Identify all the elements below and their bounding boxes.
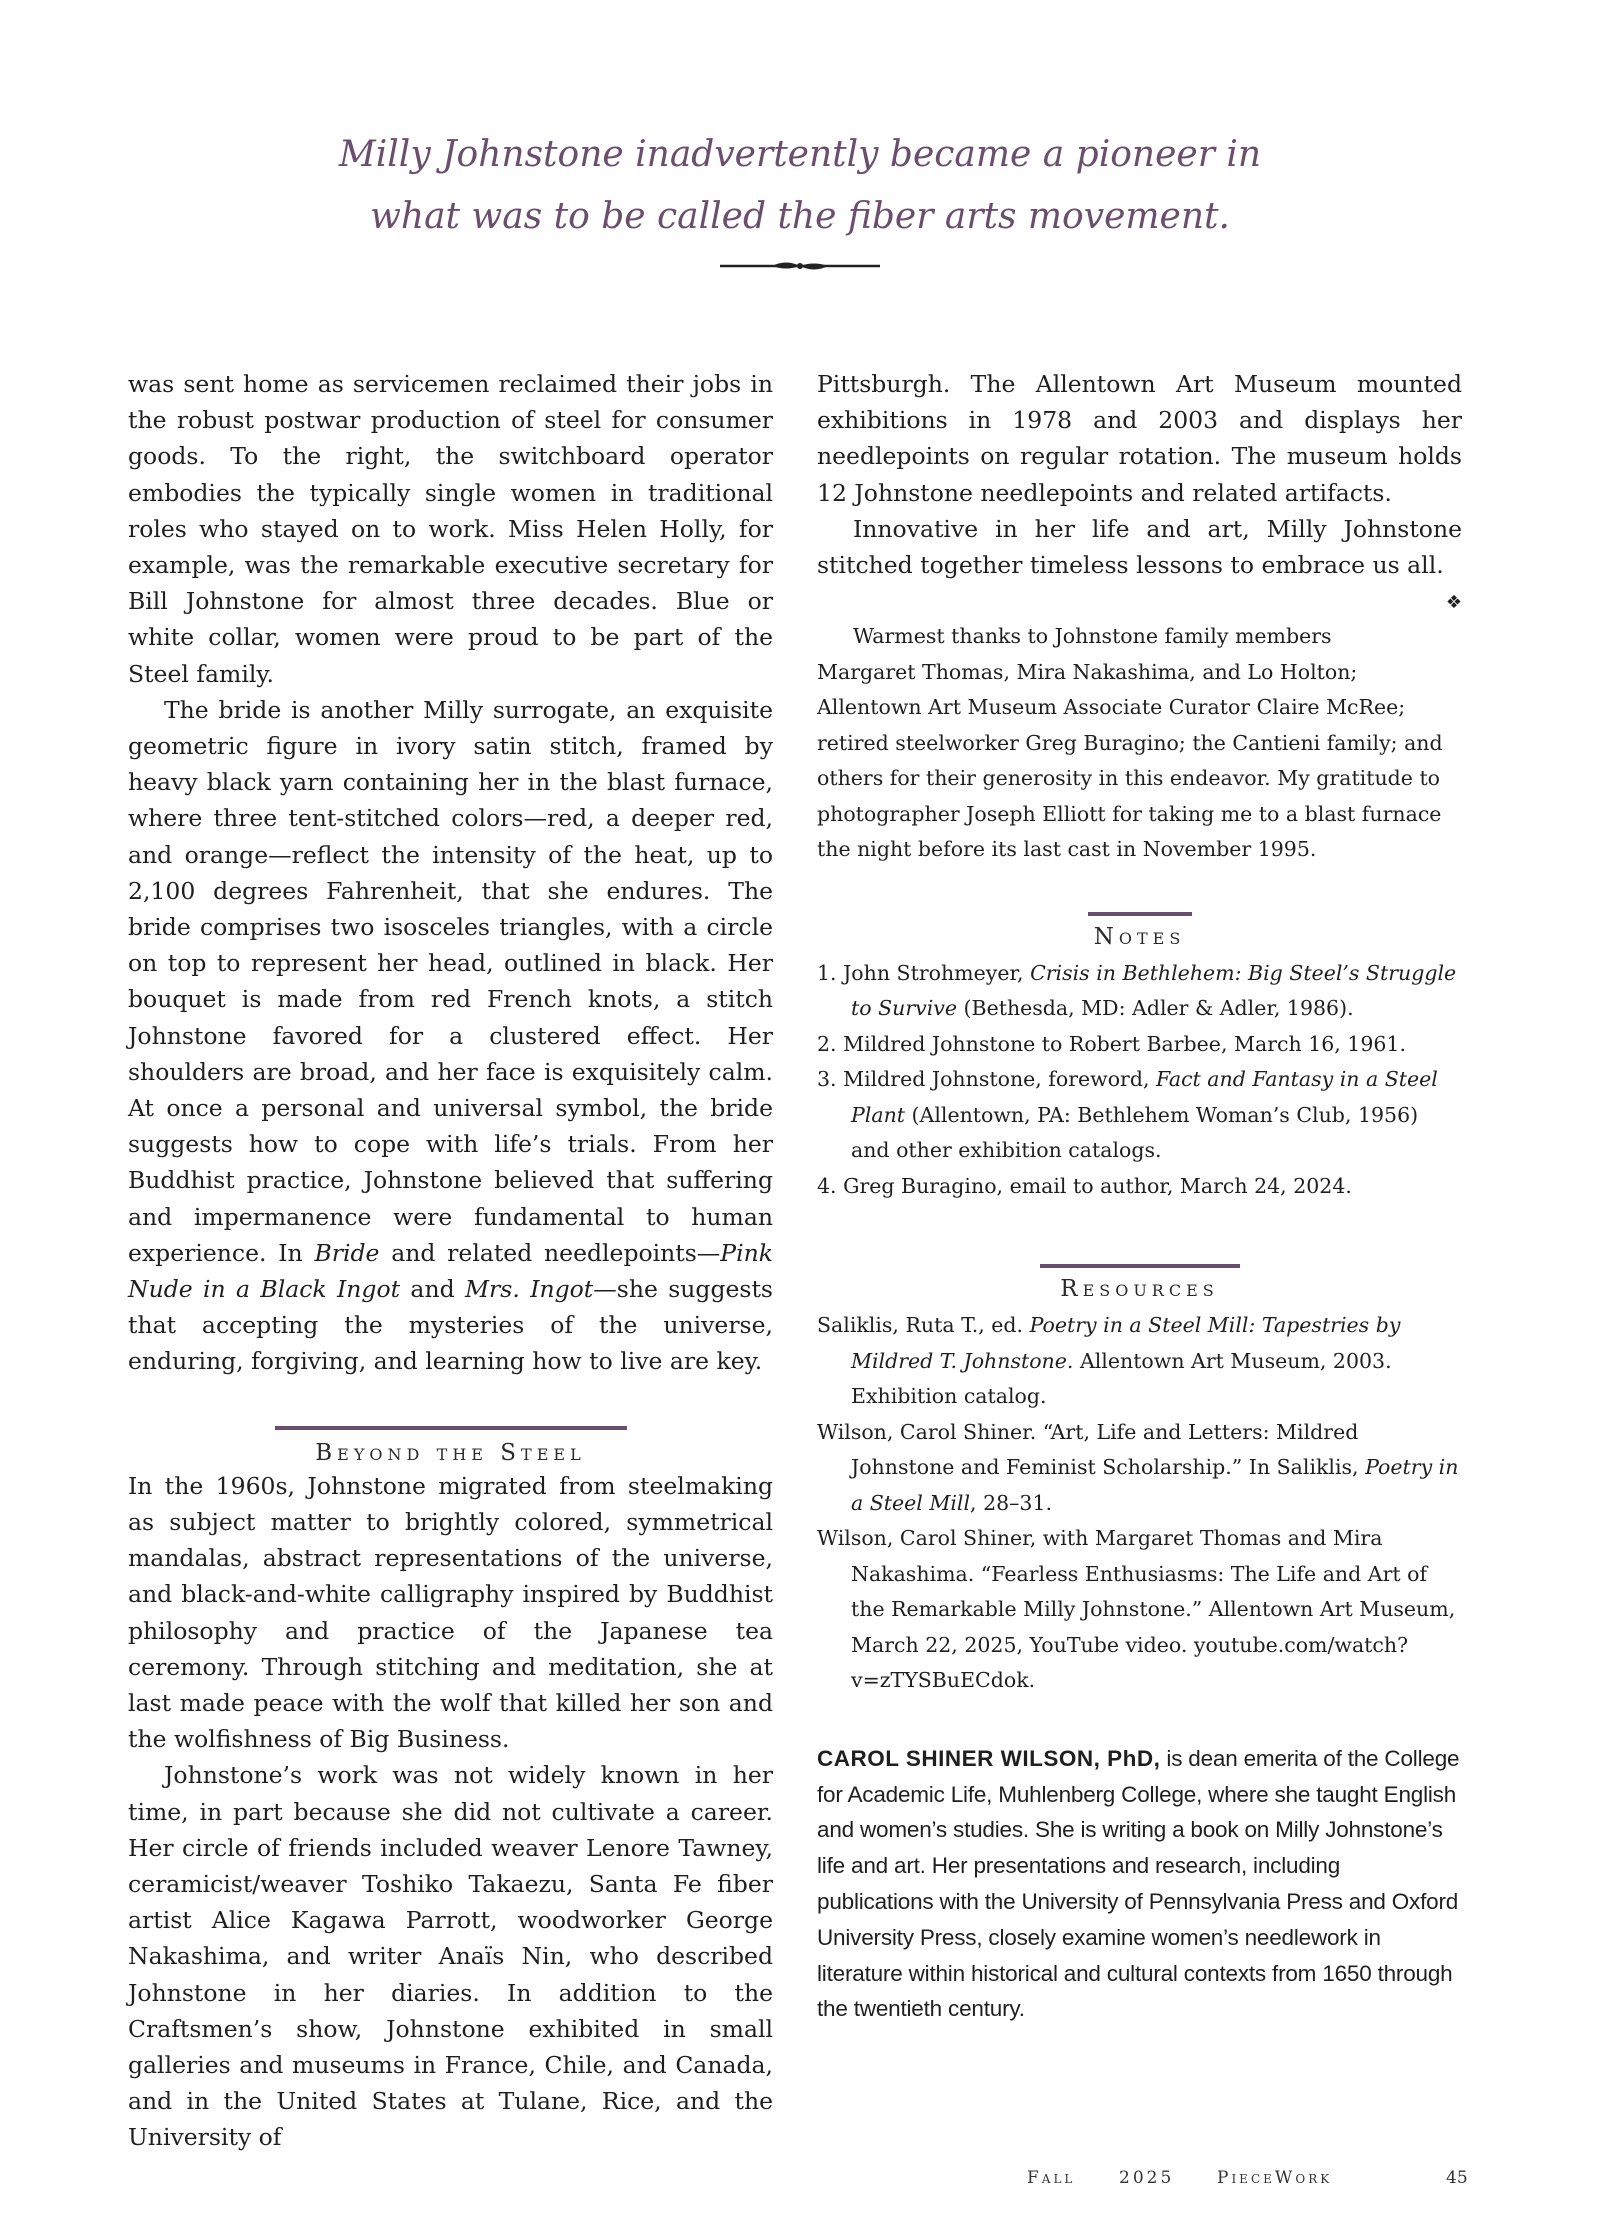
- pull-quote-line-2: what was to be called the fiber arts movement.: [370, 196, 1230, 237]
- footer-magazine: PieceWork: [1217, 2168, 1333, 2188]
- note-item: 3. Mildred Johnstone, foreword, Fact and Fantasy in a Steel Plant (Allentown, PA: Bethlehem Woman’s Club, 1956) and other exhibition catalogs.: [817, 1067, 1438, 1163]
- left-column: [128, 366, 773, 2156]
- citation-title: Poetry in a Steel Mill: Tapestries by Mildred T. Johnstone.: [851, 1313, 1401, 1373]
- page-number: 45: [1446, 2168, 1468, 2188]
- artwork-title: Bride: [314, 1238, 380, 1267]
- note-item: 4. Greg Buragino, email to author, March 24, 2024.: [817, 1173, 1352, 1198]
- right-column: [817, 366, 1462, 2027]
- citation-title: Fact and Fantasy in a Steel Plant: [851, 1067, 1438, 1127]
- section-divider: [275, 1426, 627, 1430]
- ornament-divider-icon: [720, 258, 880, 274]
- resources-list: [817, 1308, 1462, 1699]
- resources-heading: Resources: [1060, 1276, 1219, 1303]
- notes-heading: Notes: [1093, 923, 1186, 950]
- pull-quote-line-1: Milly Johnstone inadvertently became a pioneer in: [338, 134, 1262, 175]
- note-item: 2. Mildred Johnstone to Robert Barbee, March 16, 1961.: [817, 1031, 1406, 1056]
- author-name: CAROL SHINER WILSON, PhD,: [817, 1745, 1161, 1771]
- notes-list: [817, 956, 1462, 1205]
- section-divider: [1040, 1264, 1240, 1268]
- artwork-title: Mrs. Ingot: [465, 1275, 594, 1304]
- resource-item: Wilson, Carol Shiner, with Margaret Thomas and Mira Nakashima. “Fearless Enthusiasms: The Life and Art of the Remarkable Milly Johnstone.” Allentown Art Museum, March 22, 2025, YouTube video. youtube.com/watch?v=zTYSBuECdok.: [817, 1526, 1456, 1693]
- body-paragraph-bride: The bride is another Milly surrogate, an exquisite geometric figure in ivory satin stitch, framed by heavy black yarn containing her in the blast furnace, where three tent-stitched colors—red, a deeper red, and orange—reflect the intensity of the heat, up to 2,100 degrees Fahrenheit, that she endures. The bride comprises two isosceles triangles, with a circle on top to represent her head, outlined in black. Her bouquet is made from red French knots, a stitch Johnstone favored for a clustered effect. Her shoulders are broad, and her face is exquisitely calm. At once a personal and universal symbol, the bride suggests how to cope with life’s trials. From her Buddhist practice, Johnstone believed that suffering and impermanence were fundamental to human experience. In Bride and related needlepoints—Pink Nude in a Black Ingot and Mrs. Ingot—she suggests that accepting the mysteries of the universe, enduring, forgiving, and learning how to live are key.: [128, 695, 773, 1376]
- citation-title: Crisis in Bethlehem: Big Steel’s Struggle to Survive: [851, 960, 1457, 1021]
- resource-item: Wilson, Carol Shiner. “Art, Life and Letters: Mildred Johnstone and Feminist Scholarship.” In Saliklis, Poetry in a Steel Mill, 28–31.: [817, 1419, 1459, 1515]
- footer-season: Fall: [1027, 2168, 1076, 2188]
- body-paragraph-closing: Innovative in her life and art, Milly Johnstone stitched together timeless lessons to embrace us all. ❖: [817, 511, 1462, 583]
- end-mark-icon: ❖: [1445, 592, 1462, 614]
- section-divider: [1088, 912, 1192, 916]
- body-paragraph: In the 1960s, Johnstone migrated from steelmaking as subject matter to brightly colored, symmetrical mandalas, abstract representations of the universe, and black-and-white calligraphy inspired by Buddhist philosophy and practice of the Japanese tea ceremony. Through stitching and meditation, she at last made peace with the wolf that killed her son and the wolfishness of Big Business.: [128, 1471, 773, 1754]
- note-item: 1. John Strohmeyer, Crisis in Bethlehem: Big Steel’s Struggle to Survive (Bethesda, MD: Adler & Adler, 1986).: [817, 960, 1457, 1021]
- body-paragraph: was sent home as servicemen reclaimed their jobs in the robust postwar production of steel for consumer goods. To the right, the switchboard operator embodies the typically single women in traditional roles who stayed on to work. Miss Helen Holly, for example, was the remarkable executive secretary for Bill Johnstone for almost three decades. Blue or white collar, women were proud to be part of the Steel family.: [128, 370, 773, 688]
- body-paragraph: Johnstone’s work was not widely known in her time, in part because she did not cultivate a career. Her circle of friends included weaver Lenore Tawney, ceramicist/weaver Toshiko Takaezu, Santa Fe fiber artist Alice Kagawa Parrott, woodworker George Nakashima, and writer Anaïs Nin, who described Johnstone in her diaries. In addition to the Craftsmen’s show, Johnstone exhibited in small galleries and museums in France, Chile, and Canada, and in the United States at Tulane, Rice, and the University of: [128, 1761, 773, 2152]
- section-heading-beyond-the-steel: Beyond the Steel: [315, 1439, 586, 1466]
- author-bio: CAROL SHINER WILSON, PhD, is dean emerita of the College for Academic Life, Muhlenberg College, where she taught English and women’s studies. She is writing a book on Milly Johnstone’s life and art. Her presentations and research, including publications with the University of Pennsylvania Press and Oxford University Press, closely examine women’s needlework in literature within historical and cultural contexts from 1650 through the twentieth century.: [817, 1745, 1460, 2022]
- pull-quote: [280, 124, 1320, 248]
- footer-year: 2025: [1119, 2168, 1175, 2188]
- artwork-title: Pink Nude in a Black Ingot: [128, 1238, 773, 1304]
- body-paragraph: Pittsburgh. The Allentown Art Museum mounted exhibitions in 1978 and 2003 and displays her needlepoints on regular rotation. The museum holds 12 Johnstone needlepoints and related artifacts.: [817, 370, 1462, 507]
- citation-title: Poetry in a Steel Mill: [851, 1455, 1459, 1515]
- acknowledgments: Warmest thanks to Johnstone family members Margaret Thomas, Mira Nakashima, and Lo Holton; Allentown Art Museum Associate Curator Claire McRee; retired steelworker Greg Buragino; the Cantieni family; and others for their generosity in this endeavor. My gratitude to photographer Joseph Elliott for taking me to a blast furnace the night before its last cast in November 1995.: [817, 624, 1443, 862]
- resource-item: Saliklis, Ruta T., ed. Poetry in a Steel Mill: Tapestries by Mildred T. Johnstone. Allentown Art Museum, 2003. Exhibition catalog.: [817, 1313, 1401, 1409]
